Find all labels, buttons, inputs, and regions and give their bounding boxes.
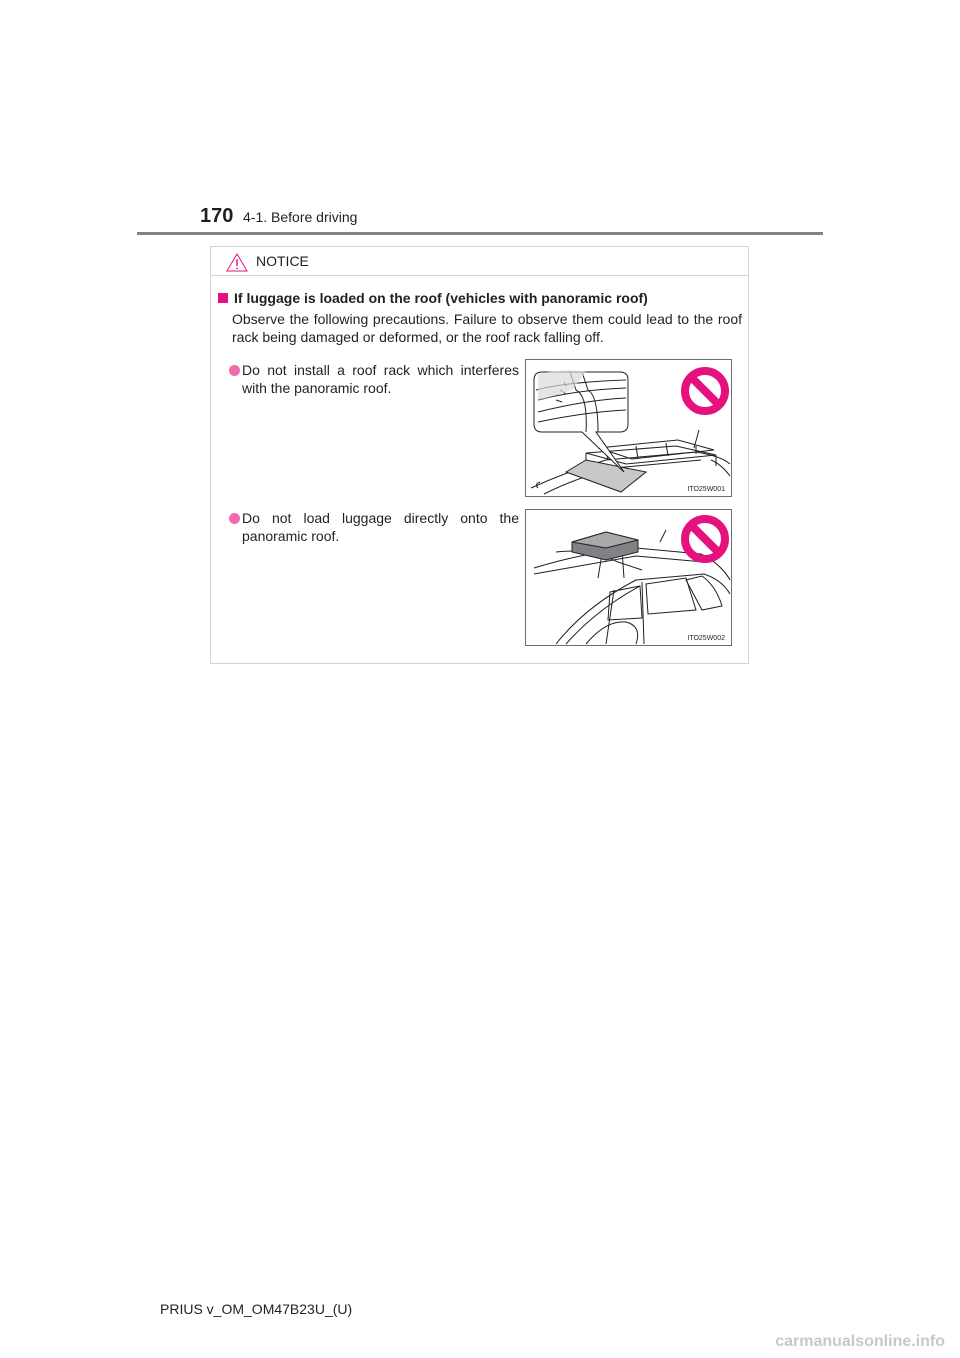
list-item-text: Do not install a roof rack which interferes with the panoramic roof. bbox=[242, 362, 519, 396]
figure-code: ITO25W001 bbox=[687, 486, 725, 493]
list-item bbox=[229, 509, 519, 545]
header-rule bbox=[137, 232, 823, 235]
notice-heading bbox=[218, 290, 648, 307]
notice-box bbox=[210, 246, 749, 664]
section-title: 4-1. Before driving bbox=[243, 209, 358, 225]
prohibited-icon bbox=[680, 514, 730, 564]
warning-triangle-icon bbox=[226, 253, 248, 272]
footer-model-code: PRIUS v_OM_OM47B23U_(U) bbox=[160, 1301, 353, 1317]
prohibited-icon bbox=[680, 366, 730, 416]
notice-heading-text: If luggage is loaded on the roof (vehicles with panoramic roof) bbox=[234, 290, 648, 306]
notice-intro: Observe the following precautions. Failure to observe them could lead to the roof rack being damaged or deformed, or the roof rack falling off. bbox=[232, 311, 742, 345]
roof-rack-illustration bbox=[525, 359, 732, 497]
circle-bullet-icon bbox=[229, 513, 240, 524]
notice-header bbox=[211, 247, 748, 276]
figure-code: ITO25W002 bbox=[687, 635, 725, 642]
square-bullet-icon bbox=[218, 293, 228, 303]
circle-bullet-icon bbox=[229, 365, 240, 376]
notice-label: NOTICE bbox=[256, 253, 309, 269]
page-number: 170 bbox=[200, 205, 234, 227]
roof-luggage-illustration bbox=[525, 509, 732, 646]
list-item-text: Do not load luggage directly onto the panoramic roof. bbox=[242, 510, 519, 544]
list-item bbox=[229, 361, 519, 397]
watermark: carmanualsonline.info bbox=[775, 1333, 945, 1350]
